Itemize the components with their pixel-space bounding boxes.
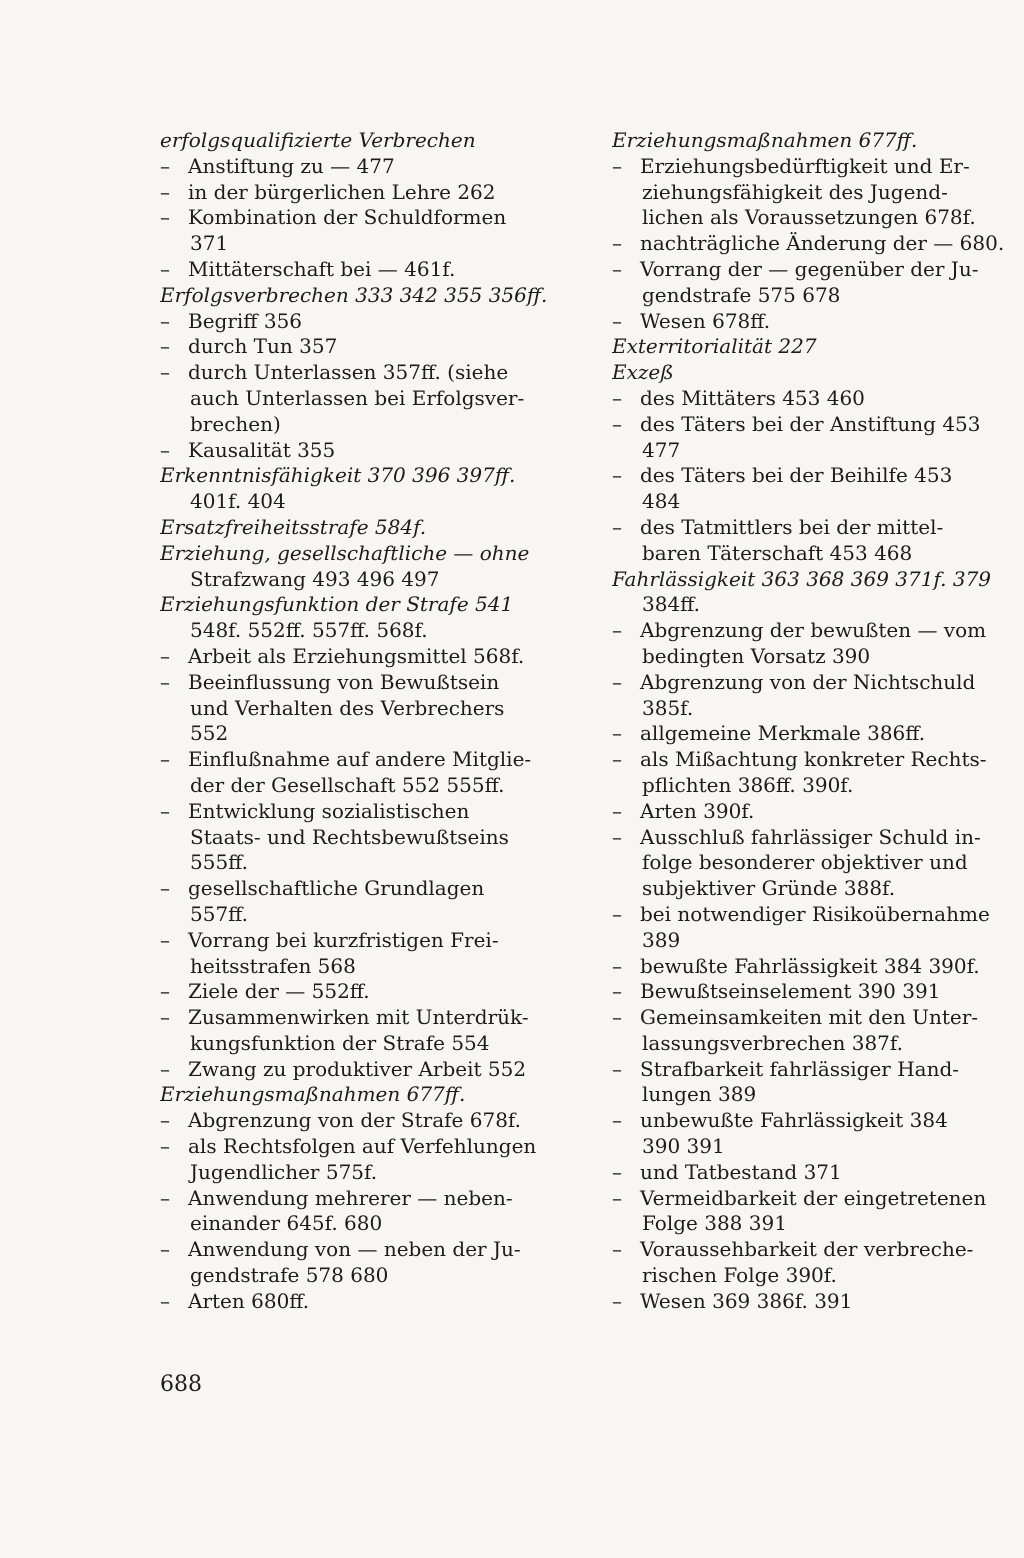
index-subentry: – als Mißachtung konkreter Rechts- — [612, 747, 1007, 773]
index-continuation: gendstrafe 575 678 — [642, 282, 841, 307]
index-subentry: – des Mittäters 453 460 — [612, 386, 1007, 412]
index-subentry: – Anwendung mehrerer — neben- — [160, 1186, 555, 1212]
index-continuation: pflichten 386ff. 390f. — [642, 772, 854, 797]
index-continuation: ziehungsfähigkeit des Jugend- — [642, 179, 948, 204]
index-continuation: Folge 388 391 — [642, 1211, 787, 1236]
index-continuation: subjektiver Gründe 388f. — [642, 876, 896, 901]
index-subentry: – Zusammenwirken mit Unterdrük- — [160, 1005, 555, 1031]
index-subentry: – Mittäterschaft bei — 461f. — [160, 257, 555, 283]
index-subentry: – Zwang zu produktiver Arbeit 552 — [160, 1057, 555, 1083]
index-continuation: Jugendlicher 575f. — [190, 1159, 378, 1184]
index-continuation: gendstrafe 578 680 — [190, 1263, 389, 1288]
index-continuation: baren Täterschaft 453 468 — [642, 540, 913, 565]
index-column-left — [160, 128, 555, 1315]
index-continuation: 390 391 — [642, 1134, 725, 1159]
index-subentry: – Begriff 356 — [160, 309, 555, 335]
index-entry-heading: Erziehungsmaßnahmen 677ff. — [160, 1082, 466, 1107]
index-subentry: – Bewußtseinselement 390 391 — [612, 979, 1007, 1005]
index-subentry: – Anstiftung zu — 477 — [160, 154, 555, 180]
index-continuation: lichen als Voraussetzungen 678f. — [642, 205, 976, 230]
index-subentry: – Wesen 369 386f. 391 — [612, 1289, 1007, 1315]
index-continuation: auch Unterlassen bei Erfolgsver- — [190, 385, 525, 410]
index-subentry: – Vermeidbarkeit der eingetretenen — [612, 1186, 1007, 1212]
index-subentry: – in der bürgerlichen Lehre 262 — [160, 180, 555, 206]
index-continuation: 557ff. — [190, 901, 249, 926]
index-subentry: – Arten 390f. — [612, 799, 1007, 825]
index-continuation: 401f. 404 — [190, 489, 286, 514]
index-subentry: – allgemeine Merkmale 386ff. — [612, 721, 1007, 747]
index-subentry: – gesellschaftliche Grundlagen — [160, 876, 555, 902]
index-continuation: Strafzwang 493 496 497 — [190, 566, 440, 591]
index-subentry: – Abgrenzung der bewußten — vom — [612, 618, 1007, 644]
index-continuation: 548f. 552ff. 557ff. 568f. — [190, 618, 428, 643]
index-subentry: – Abgrenzung von der Strafe 678f. — [160, 1108, 555, 1134]
index-continuation: bedingten Vorsatz 390 — [642, 643, 871, 668]
index-subentry: – Entwicklung sozialistischen — [160, 799, 555, 825]
index-continuation: 552 — [190, 721, 229, 746]
index-subentry: – durch Unterlassen 357ff. (siehe — [160, 360, 555, 386]
index-continuation: heitsstrafen 568 — [190, 953, 356, 978]
index-continuation: rischen Folge 390f. — [642, 1263, 837, 1288]
index-continuation: brechen) — [190, 411, 281, 436]
index-subentry: – nachträgliche Änderung der — 680. — [612, 231, 1007, 257]
index-continuation: 384ff. — [642, 592, 701, 617]
index-continuation: Staats- und Rechtsbewußtseins — [190, 824, 509, 849]
index-subentry: – Arbeit als Erziehungsmittel 568f. — [160, 644, 555, 670]
index-entry-heading: Exterritorialität 227 — [612, 334, 817, 359]
index-subentry: – Voraussehbarkeit der verbreche- — [612, 1237, 1007, 1263]
index-subentry: – des Tatmittlers bei der mittel- — [612, 515, 1007, 541]
index-continuation: 484 — [642, 489, 681, 514]
index-entry-heading: Exzeß — [612, 360, 674, 385]
index-subentry: – des Täters bei der Anstiftung 453 — [612, 412, 1007, 438]
index-subentry: – Einflußnahme auf andere Mitglie- — [160, 747, 555, 773]
index-entry-heading: Erziehungsfunktion der Strafe 541 — [160, 592, 514, 617]
index-subentry: – Gemeinsamkeiten mit den Unter- — [612, 1005, 1007, 1031]
index-continuation: einander 645f. 680 — [190, 1211, 383, 1236]
index-column-right — [612, 128, 1007, 1315]
index-continuation: 371 — [190, 231, 229, 256]
index-subentry: – Ausschluß fahrlässiger Schuld in- — [612, 825, 1007, 851]
index-entry-heading: Erziehungsmaßnahmen 677ff. — [612, 128, 918, 152]
index-continuation: und Verhalten des Verbrechers — [190, 695, 505, 720]
index-continuation: lassungsverbrechen 387f. — [642, 1030, 903, 1055]
index-subentry: – Abgrenzung von der Nichtschuld — [612, 670, 1007, 696]
index-subentry: – des Täters bei der Beihilfe 453 — [612, 463, 1007, 489]
index-entry-heading: Erziehung, gesellschaftliche — ohne — [160, 540, 530, 565]
index-continuation: kungsfunktion der Strafe 554 — [190, 1030, 490, 1055]
index-subentry: – durch Tun 357 — [160, 334, 555, 360]
page-number: 688 — [160, 1372, 202, 1397]
index-entry-heading: Ersatzfreiheitsstrafe 584f. — [160, 514, 427, 539]
index-subentry: – Arten 680ff. — [160, 1289, 555, 1315]
index-subentry: – und Tatbestand 371 — [612, 1160, 1007, 1186]
index-subentry: – Vorrang der — gegenüber der Ju- — [612, 257, 1007, 283]
index-subentry: – Ziele der — 552ff. — [160, 979, 555, 1005]
index-subentry: – Beeinflussung von Bewußtsein — [160, 670, 555, 696]
index-subentry: – Erziehungsbedürftigkeit und Er- — [612, 154, 1007, 180]
index-subentry: – Vorrang bei kurzfristigen Frei- — [160, 928, 555, 954]
index-entry-heading: Erkenntnisfähigkeit 370 396 397ff. — [160, 463, 516, 488]
index-subentry: – als Rechtsfolgen auf Verfehlungen — [160, 1134, 555, 1160]
index-continuation: 477 — [642, 437, 681, 462]
index-entry-heading: erfolgsqualifizierte Verbrechen — [160, 128, 476, 152]
index-continuation: 555ff. — [190, 850, 249, 875]
index-subentry: – bei notwendiger Risikoübernahme — [612, 902, 1007, 928]
index-continuation: 389 — [642, 927, 681, 952]
index-subentry: – Kausalität 355 — [160, 438, 555, 464]
index-subentry: – Wesen 678ff. — [612, 309, 1007, 335]
index-continuation: 385f. — [642, 695, 694, 720]
index-entry-heading: Fahrlässigkeit 363 368 369 371f. 379 — [612, 566, 992, 591]
index-subentry: – Strafbarkeit fahrlässiger Hand- — [612, 1057, 1007, 1083]
index-subentry: – bewußte Fahrlässigkeit 384 390f. — [612, 954, 1007, 980]
index-continuation: folge besonderer objektiver und — [642, 850, 968, 875]
index-continuation: lungen 389 — [642, 1082, 757, 1107]
index-subentry: – unbewußte Fahrlässigkeit 384 — [612, 1108, 1007, 1134]
index-subentry: – Kombination der Schuldformen — [160, 205, 555, 231]
index-entry-heading: Erfolgsverbrechen 333 342 355 356ff. — [160, 282, 548, 307]
index-subentry: – Anwendung von — neben der Ju- — [160, 1237, 555, 1263]
index-continuation: der der Gesellschaft 552 555ff. — [190, 772, 505, 797]
